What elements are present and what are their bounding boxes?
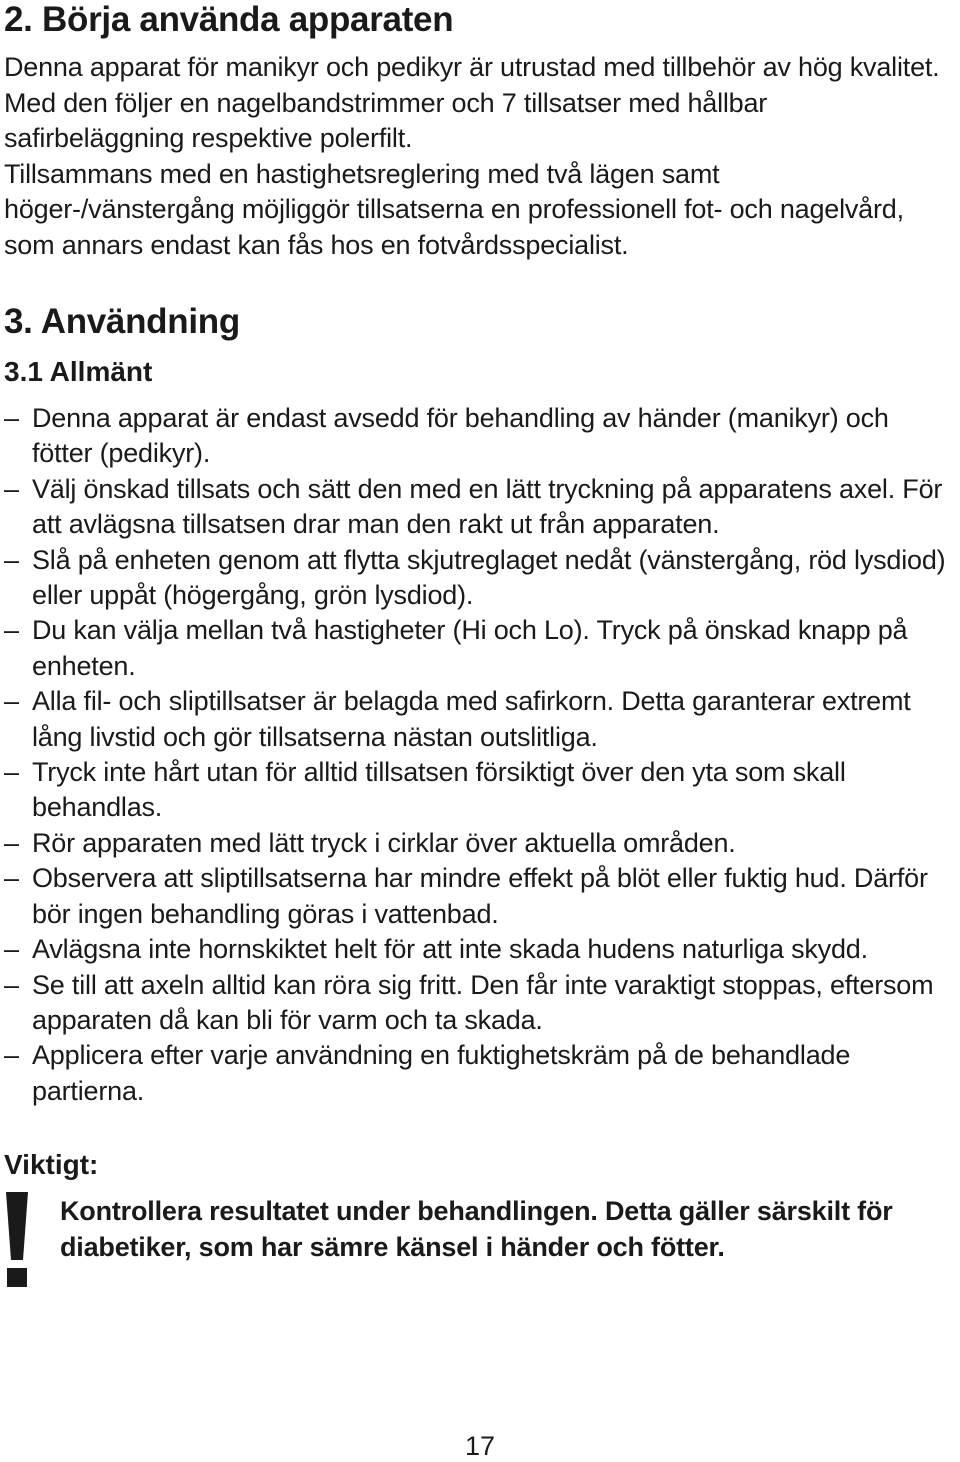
usage-instructions-list <box>4 401 954 1109</box>
exclamation-icon <box>2 1192 32 1287</box>
important-heading: Viktigt: <box>4 1149 99 1180</box>
bullet-dash: – <box>4 686 19 717</box>
bullet-dash: – <box>4 969 19 1000</box>
list-item-text: Se till att axeln alltid kan röra sig fritt. Den får inte varaktigt stoppas, eftersom apparaten då kan bli för varm och ta skada. <box>32 969 934 1035</box>
bullet-dash: – <box>4 863 19 894</box>
list-item-text: Rör apparaten med lätt tryck i cirklar över aktuella områden. <box>32 827 736 858</box>
section-heading-getting-started: 2. Börja använda apparaten <box>4 0 454 39</box>
subsection-heading-general: 3.1 Allmänt <box>4 356 153 387</box>
section-heading-usage: 3. Användning <box>4 302 240 341</box>
list-item <box>4 543 954 614</box>
page-number: 17 <box>464 1431 496 1461</box>
important-warning-text: Kontrollera resultatet under behandlingen. Detta gäller särskilt för diabetiker, som har sämre känsel i händer och fötter. <box>60 1196 893 1262</box>
bullet-dash: – <box>4 1040 19 1071</box>
intro-paragraph: Denna apparat för manikyr och pedikyr är utrustad med tillbehör av hög kvalitet. Med den följer en nagelbandstrimmer och 7 tillsatser med hållbar safirbeläggning respektive polerfilt. <box>4 52 940 153</box>
list-item <box>4 1038 954 1109</box>
bullet-dash: – <box>4 473 19 504</box>
list-item-text: Slå på enheten genom att flytta skjutreglaget nedåt (vänstergång, röd lysdiod) eller uppåt (högergång, grön lysdiod). <box>32 544 946 611</box>
list-item-text: Avlägsna inte hornskiktet helt för att inte skada hudens naturliga skydd. <box>32 934 868 965</box>
list-item-text: Välj önskad tillsats och sätt den med en lätt tryckning på apparatens axel. För att avlägsna tillsatsen drar man den rakt ut från apparaten. <box>32 473 943 540</box>
list-item <box>4 861 954 932</box>
list-item <box>4 472 954 543</box>
list-item-text: Tryck inte hårt utan för alltid tillsatsen försiktigt över den yta som skall behandlas. <box>32 757 846 823</box>
list-item-text: Denna apparat är endast avsedd för behandling av händer (manikyr) och fötter (pedikyr). <box>32 403 889 469</box>
bullet-dash: – <box>4 403 19 433</box>
list-item-text: Applicera efter varje användning en fuktighetskräm på de behandlade partierna. <box>32 1040 851 1106</box>
list-item <box>4 755 954 826</box>
list-item-text: Du kan välja mellan två hastigheter (Hi och Lo). Tryck på önskad knapp på enheten. <box>32 615 908 681</box>
list-item <box>4 613 954 684</box>
list-item <box>4 826 954 861</box>
list-item <box>4 684 954 755</box>
bullet-dash: – <box>4 757 19 788</box>
bullet-dash: – <box>4 934 19 965</box>
bullet-dash: – <box>4 615 19 646</box>
intro-text <box>4 50 944 263</box>
bullet-dash: – <box>4 544 19 575</box>
list-item <box>4 401 954 472</box>
intro-paragraph: Tillsammans med en hastighetsreglering med två lägen samt höger-/vänstergång möjliggör tillsatserna en professionell fot- och nagelvård, som annars endast kan fås hos en fotvårdsspecialist. <box>4 158 904 260</box>
list-item-text: Observera att sliptillsatserna har mindre effekt på blöt eller fuktig hud. Därför bör ingen behandling göras i vattenbad. <box>32 863 928 929</box>
list-item <box>4 968 954 1039</box>
list-item-text: Alla fil- och sliptillsatser är belagda med safirkorn. Detta garanterar extremt lång livstid och gör tillsatserna nästan outslitliga. <box>32 686 911 752</box>
bullet-dash: – <box>4 827 19 858</box>
list-item <box>4 932 954 967</box>
